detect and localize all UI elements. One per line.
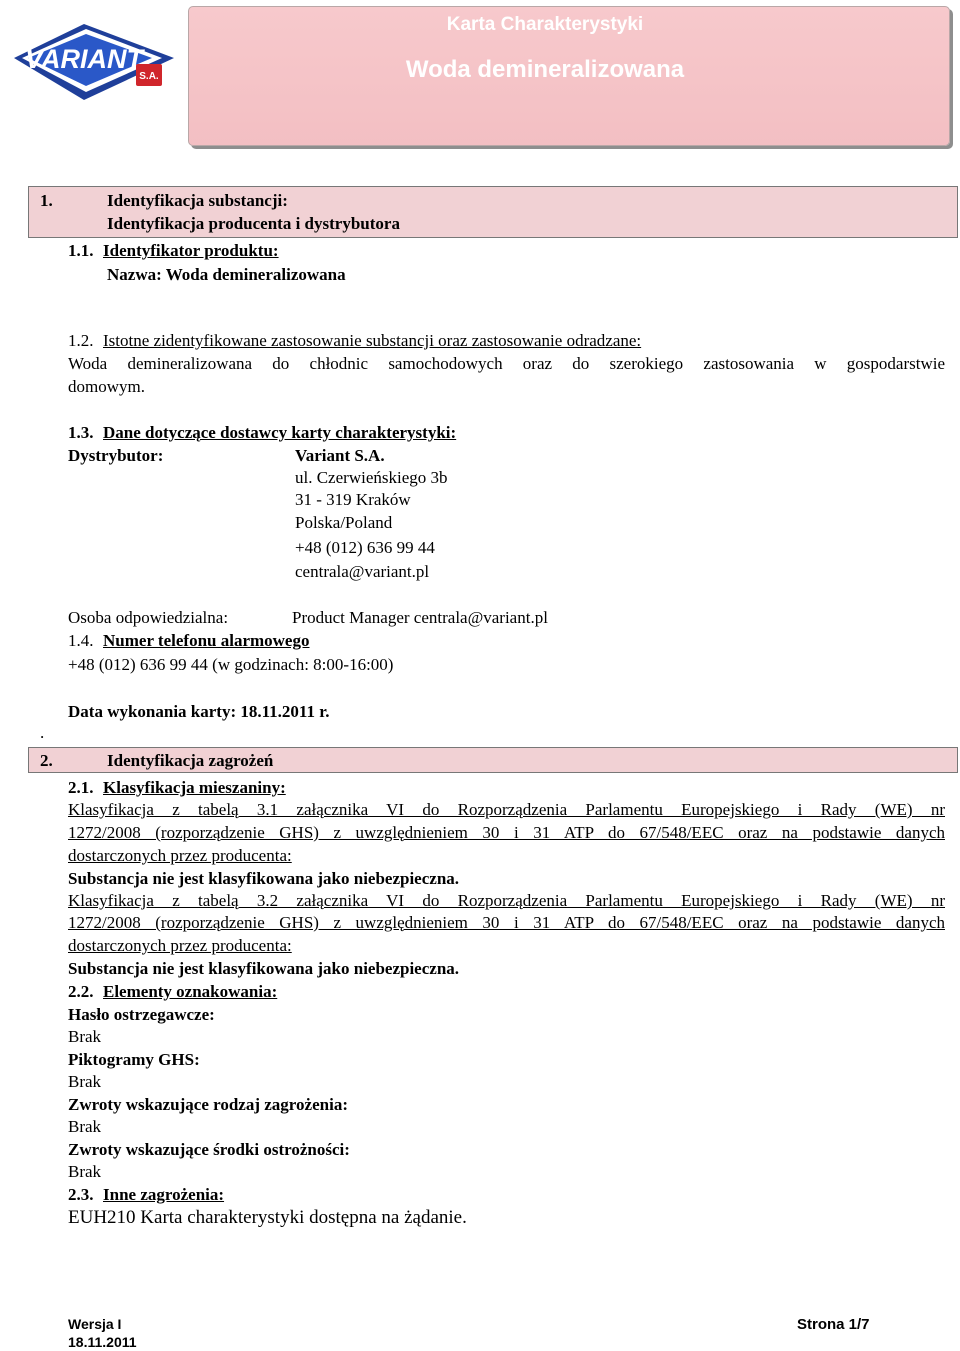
subsection-1-2-number: 1.2. xyxy=(68,331,94,350)
precautionary-statements-label: Zwroty wskazujące środki ostrożności: xyxy=(68,1140,350,1159)
section-1-title-line2: Identyfikacja producenta i dystrybutora xyxy=(107,214,400,233)
subsection-2-2-number: 2.2. xyxy=(68,982,94,1001)
sheet-date: Data wykonania karty: 18.11.2011 r. xyxy=(68,702,330,721)
logo-brand: VARIANT xyxy=(25,44,143,74)
classification-3-1-result: Substancja nie jest klasyfikowana jako niebezpieczna. xyxy=(68,869,460,888)
variant-logo xyxy=(2,14,174,104)
hazard-statements-label: Zwroty wskazujące rodzaj zagrożenia: xyxy=(68,1095,348,1114)
stray-dot: . xyxy=(40,723,45,742)
subsection-2-1-number: 2.1. xyxy=(68,778,94,797)
ghs-pictograms-value: Brak xyxy=(68,1072,102,1091)
ghs-pictograms-label: Piktogramy GHS: xyxy=(68,1050,200,1069)
classification-3-2-line1: Klasyfikacja z tabelą 3.2 załącznika VI do Rozporządzenia Parlamentu Europejskiego i Rady (WE) nr xyxy=(68,891,945,910)
product-name: Nazwa: Woda demineralizowana xyxy=(107,265,346,284)
section-2-title: Identyfikacja zagrożeń xyxy=(107,751,274,770)
signal-word-label: Hasło ostrzegawcze: xyxy=(68,1005,215,1024)
classification-3-2-line3: dostarczonych przez producenta: xyxy=(68,936,292,955)
signal-word-value: Brak xyxy=(68,1027,102,1046)
footer-date: 18.11.2011 xyxy=(68,1334,137,1350)
address-city: 31 - 319 Kraków xyxy=(295,490,411,509)
subsection-1-1-number: 1.1. xyxy=(68,241,94,260)
distributor-phone: +48 (012) 636 99 44 xyxy=(295,538,435,557)
classification-3-1-line2: 1272/2008 (rozporządzenie GHS) z uwzględnieniem 30 i 31 ATP do 67/548/EEC oraz na podstawie danych xyxy=(68,823,945,842)
product-title: Woda demineralizowana xyxy=(405,56,685,83)
intended-use-line2: domowym. xyxy=(68,377,145,396)
classification-3-2-line2: 1272/2008 (rozporządzenie GHS) z uwzględnieniem 30 i 31 ATP do 67/548/EEC oraz na podstawie danych xyxy=(68,913,945,932)
subsection-2-3-title: Inne zagrożenia: xyxy=(103,1185,225,1204)
address-street: ul. Czerwieńskiego 3b xyxy=(295,468,448,487)
responsible-person-value: Product Manager centrala@variant.pl xyxy=(292,608,548,627)
classification-3-2-result: Substancja nie jest klasyfikowana jako niebezpieczna. xyxy=(68,959,460,978)
address-country: Polska/Poland xyxy=(295,513,393,532)
subsection-1-3-title: Dane dotyczące dostawcy karty charakterystyki: xyxy=(103,423,457,442)
logo-suffix: S.A. xyxy=(139,71,159,82)
subsection-1-4-title: Numer telefonu alarmowego xyxy=(103,631,310,650)
distributor-label: Dystrybutor: xyxy=(68,446,164,465)
section-1-title-line1: Identyfikacja substancji: xyxy=(107,191,288,210)
document-type-title: Karta Charakterystyki xyxy=(446,14,644,35)
classification-3-1-line3: dostarczonych przez producenta: xyxy=(68,846,292,865)
emergency-phone: +48 (012) 636 99 44 (w godzinach: 8:00-16:00) xyxy=(68,655,394,674)
hazard-statements-value: Brak xyxy=(68,1117,102,1136)
intended-use-line1: Woda demineralizowana do chłodnic samochodowych oraz do szerokiego zastosowania w gospodarstwie xyxy=(68,354,945,373)
responsible-person-label: Osoba odpowiedzialna: xyxy=(68,608,229,627)
subsection-1-1-title: Identyfikator produktu: xyxy=(103,241,279,260)
subsection-2-2-title: Elementy oznakowania: xyxy=(103,982,278,1001)
classification-3-1-line1: Klasyfikacja z tabelą 3.1 załącznika VI do Rozporządzenia Parlamentu Europejskiego i Rady (WE) nr xyxy=(68,800,945,819)
footer-version: Wersja I xyxy=(68,1316,122,1332)
section-2-number: 2. xyxy=(40,751,53,770)
distributor-email: centrala@variant.pl xyxy=(295,562,430,581)
distributor-name: Variant S.A. xyxy=(295,446,385,465)
subsection-2-1-title: Klasyfikacja mieszaniny: xyxy=(103,778,286,797)
subsection-1-4-number: 1.4. xyxy=(68,631,94,650)
footer-page-number: Strona 1/7 xyxy=(797,1316,870,1333)
subsection-1-2-title: Istotne zidentyfikowane zastosowanie substancji oraz zastosowanie odradzane: xyxy=(103,331,642,350)
subsection-1-3-number: 1.3. xyxy=(68,423,94,442)
subsection-2-3-number: 2.3. xyxy=(68,1185,94,1204)
section-1-number: 1. xyxy=(40,191,53,210)
other-hazards-text: EUH210 Karta charakterystyki dostępna na żądanie. xyxy=(68,1207,467,1228)
precautionary-statements-value: Brak xyxy=(68,1162,102,1181)
